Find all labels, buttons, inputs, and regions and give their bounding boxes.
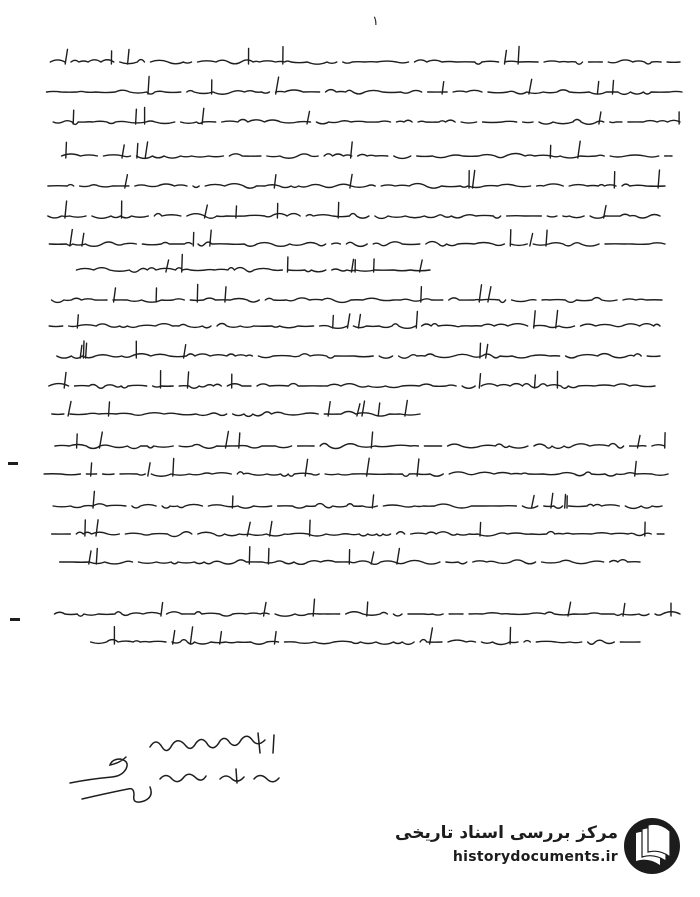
- handwritten-stroke: [421, 287, 422, 302]
- handwritten-stroke: [145, 142, 147, 158]
- handwritten-stroke: [486, 345, 488, 359]
- handwritten-stroke: [70, 230, 72, 246]
- handwritten-stroke: [268, 548, 269, 564]
- handwritten-line: [43, 324, 660, 329]
- handwritten-stroke: [532, 496, 535, 509]
- handwritten-stroke: [479, 374, 480, 388]
- handwritten-stroke: [91, 463, 92, 476]
- handwritten-line: [49, 242, 665, 247]
- handwritten-stroke: [64, 372, 66, 388]
- handwritten-stroke: [529, 79, 532, 94]
- handwritten-line: [49, 384, 655, 389]
- handwritten-stroke: [65, 201, 67, 218]
- handwritten-stroke: [86, 343, 87, 358]
- paragraph-dash: [10, 618, 20, 621]
- handwritten-stroke: [658, 170, 659, 188]
- handwritten-stroke: [378, 403, 380, 416]
- handwritten-stroke: [371, 552, 374, 564]
- handwritten-stroke: [367, 602, 368, 616]
- handwritten-line: [48, 214, 660, 219]
- handwritten-line: [62, 154, 672, 159]
- handwritten-line: [46, 412, 420, 417]
- handwritten-stroke: [148, 463, 150, 476]
- handwritten-line: [53, 120, 680, 125]
- handwritten-stroke: [274, 175, 276, 188]
- handwritten-stroke: [597, 82, 598, 95]
- handwritten-stroke: [358, 315, 360, 329]
- handwritten-stroke: [530, 234, 533, 247]
- handwritten-line: [57, 354, 660, 359]
- handwritten-line: [85, 640, 640, 645]
- handwritten-stroke: [357, 404, 360, 416]
- handwritten-stroke: [190, 627, 192, 644]
- handwritten-line: [49, 612, 681, 616]
- handwritten-stroke: [405, 401, 407, 417]
- page-number: ۱: [372, 14, 379, 29]
- handwritten-stroke: [348, 314, 350, 328]
- handwritten-stroke: [362, 401, 365, 416]
- handwritten-stroke: [613, 81, 614, 95]
- handwritten-stroke: [173, 459, 174, 477]
- handwritten-stroke: [73, 110, 74, 124]
- handwritten-stroke: [510, 230, 511, 246]
- handwritten-stroke: [397, 549, 400, 565]
- handwritten-line: [40, 90, 682, 95]
- handwritten-line: [45, 298, 662, 303]
- handwritten-line: [52, 532, 664, 537]
- handwritten-line: [53, 504, 662, 509]
- watermark-title: مرکز بررسی اسناد تاریخی: [395, 823, 618, 843]
- handwritten-stroke: [96, 520, 98, 536]
- book-pages-icon: [622, 815, 682, 877]
- handwritten-stroke: [372, 495, 373, 508]
- handwritten-line: [44, 472, 668, 476]
- handwritten-stroke: [264, 603, 266, 617]
- handwritten-stroke: [232, 496, 233, 508]
- paragraph-dash: [8, 462, 18, 465]
- handwritten-stroke: [556, 311, 558, 329]
- handwritten-stroke: [270, 521, 272, 536]
- handwritten-stroke: [166, 260, 169, 272]
- handwritten-stroke: [518, 46, 519, 64]
- handwritten-stroke: [148, 77, 149, 95]
- handwritten-stroke: [109, 402, 110, 416]
- handwritten-stroke: [128, 50, 129, 65]
- handwritten-stroke: [310, 520, 311, 536]
- handwritten-stroke: [535, 375, 536, 388]
- handwritten-stroke: [473, 171, 475, 189]
- handwritten-stroke: [77, 434, 78, 448]
- handwritten-stroke: [161, 603, 163, 616]
- handwritten-stroke: [182, 254, 183, 272]
- handwritten-stroke: [66, 142, 67, 158]
- handwritten-stroke: [480, 343, 481, 358]
- handwritten-stroke: [374, 259, 375, 272]
- handwritten-stroke: [136, 109, 137, 124]
- handwritten-line: [42, 184, 665, 189]
- handwritten-stroke: [249, 547, 250, 564]
- handwritten-stroke: [338, 202, 339, 218]
- handwritten-stroke: [416, 311, 417, 328]
- handwritten-stroke: [236, 206, 237, 218]
- handwritten-stroke: [65, 49, 67, 64]
- handwritten-stroke: [333, 316, 334, 329]
- handwritten-line: [50, 60, 680, 65]
- handwritten-line: [70, 268, 430, 273]
- handwritten-stroke: [96, 548, 97, 564]
- handwritten-stroke: [137, 143, 138, 158]
- watermark-url: historydocuments.ir: [452, 849, 618, 865]
- handwritten-line: [55, 444, 665, 449]
- handwritten-stroke: [77, 315, 78, 328]
- handwritten-stroke: [83, 341, 84, 358]
- watermark: [395, 813, 686, 885]
- handwritten-stroke: [173, 631, 175, 644]
- handwritten-stroke: [565, 494, 566, 508]
- handwritten-stroke: [599, 112, 601, 124]
- signature-block: [60, 725, 340, 815]
- handwritten-stroke: [546, 230, 547, 246]
- handwritten-stroke: [480, 523, 481, 537]
- handwritten-stroke: [371, 432, 372, 448]
- handwritten-stroke: [239, 433, 240, 448]
